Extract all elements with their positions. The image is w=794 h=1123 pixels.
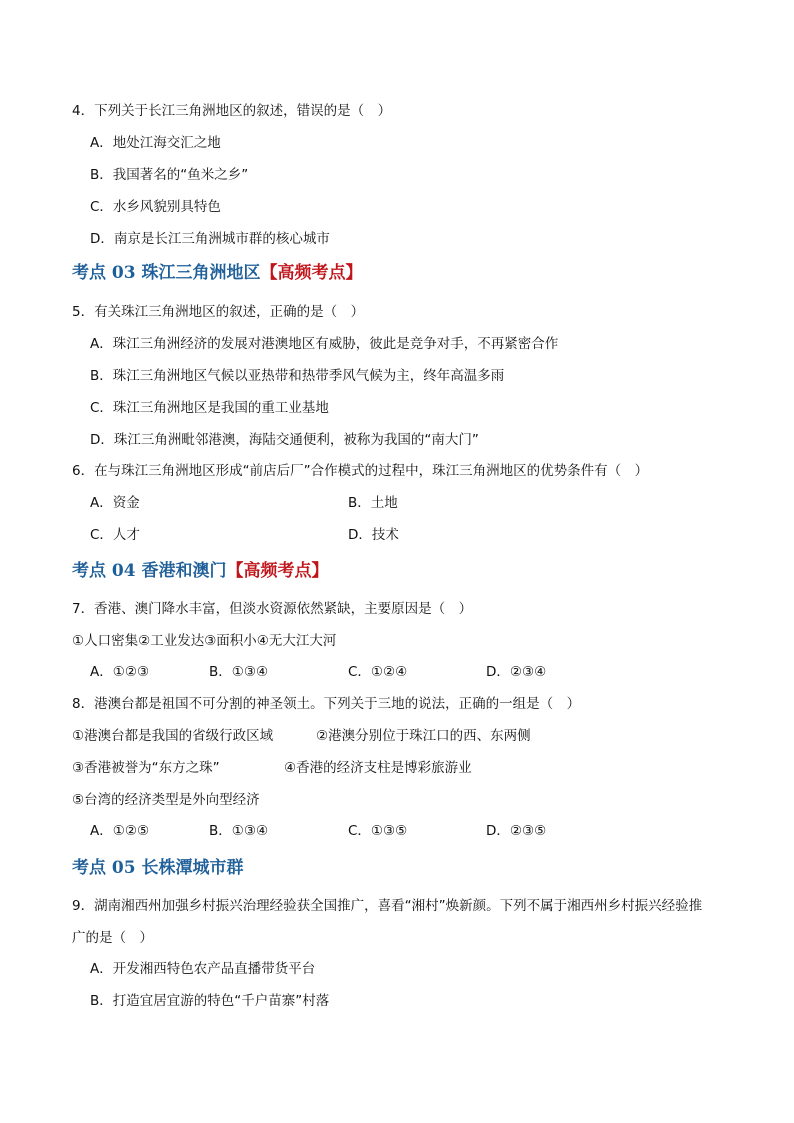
q9-stem-line-1: 9．湖南湘西州加强乡村振兴治理经验获全国推广，喜看“湘村”焕新颜。下列不属于湘西州乡村振兴经验推 <box>72 898 703 914</box>
q4-stem: 4．下列关于长江三角洲地区的叙述，错误的是（ ） <box>72 103 392 119</box>
q8-option-d: D．②③⑤ <box>486 823 547 839</box>
section-heading-03-title: 考点 03 珠江三角洲地区 <box>72 263 261 283</box>
q6-option-a: A．资金 <box>90 495 140 511</box>
section-heading-04-title: 考点 04 香港和澳门 <box>72 561 227 581</box>
q6-option-d: D．技术 <box>348 527 399 543</box>
q4-option-a: A．地处江海交汇之地 <box>90 135 221 151</box>
q5-option-d: D．珠江三角洲毗邻港澳，海陆交通便利，被称为我国的“南大门” <box>90 432 479 448</box>
q7-items: ①人口密集②工业发达③面积小④无大江大河 <box>72 633 337 649</box>
section-heading-04 <box>72 559 329 583</box>
section-heading-03-tag: 【高频考点】 <box>260 263 363 283</box>
q9-stem-line-2: 广的是（ ） <box>72 930 153 946</box>
q6-stem: 6．在与珠江三角洲地区形成“前店后厂”合作模式的过程中，珠江三角洲地区的优势条件有（ ） <box>72 463 649 479</box>
q6-option-c: C．人才 <box>90 527 140 543</box>
q7-option-b: B．①③④ <box>209 664 269 680</box>
q8-item-4: ④香港的经济支柱是博彩旅游业 <box>284 760 472 776</box>
section-heading-04-tag: 【高频考点】 <box>226 561 329 581</box>
q5-option-b: B．珠江三角洲地区气候以亚热带和热带季风气候为主，终年高温多雨 <box>90 368 505 384</box>
q8-stem: 8．港澳台都是祖国不可分割的神圣领土。下列关于三地的说法，正确的一组是（ ） <box>72 696 581 712</box>
q8-option-b: B．①③④ <box>209 823 269 839</box>
q4-option-b: B．我国著名的“鱼米之乡” <box>90 167 249 183</box>
q7-option-d: D．②③④ <box>486 664 547 680</box>
q6-option-b: B．土地 <box>348 495 398 511</box>
q7-option-c: C．①②④ <box>348 664 408 680</box>
q5-option-c: C．珠江三角洲地区是我国的重工业基地 <box>90 400 329 416</box>
q9-option-b: B．打造宜居宜游的特色“千户苗寨”村落 <box>90 993 330 1009</box>
q7-option-a: A．①②③ <box>90 664 150 680</box>
q8-item-1: ①港澳台都是我国的省级行政区域 <box>72 728 274 744</box>
q7-stem: 7．香港、澳门降水丰富，但淡水资源依然紧缺，主要原因是（ ） <box>72 601 473 617</box>
q8-option-a: A．①②⑤ <box>90 823 150 839</box>
q9-option-a: A．开发湘西特色农产品直播带货平台 <box>90 961 316 977</box>
section-heading-03 <box>72 261 363 285</box>
q4-option-c: C．水乡风貌别具特色 <box>90 199 221 215</box>
q8-item-3: ③香港被誉为“东方之珠” <box>72 760 220 776</box>
q8-option-c: C．①③⑤ <box>348 823 408 839</box>
q8-item-2: ②港澳分别位于珠江口的西、东两侧 <box>316 728 531 744</box>
q8-item-5: ⑤台湾的经济类型是外向型经济 <box>72 792 260 808</box>
q5-option-a: A．珠江三角洲经济的发展对港澳地区有威胁，彼此是竞争对手，不再紧密合作 <box>90 336 559 352</box>
section-heading-05 <box>72 856 244 880</box>
section-heading-05-title: 考点 05 长株潭城市群 <box>72 858 244 878</box>
q4-option-d: D．南京是长江三角洲城市群的核心城市 <box>90 231 330 247</box>
q5-stem: 5．有关珠江三角洲地区的叙述，正确的是（ ） <box>72 304 365 320</box>
